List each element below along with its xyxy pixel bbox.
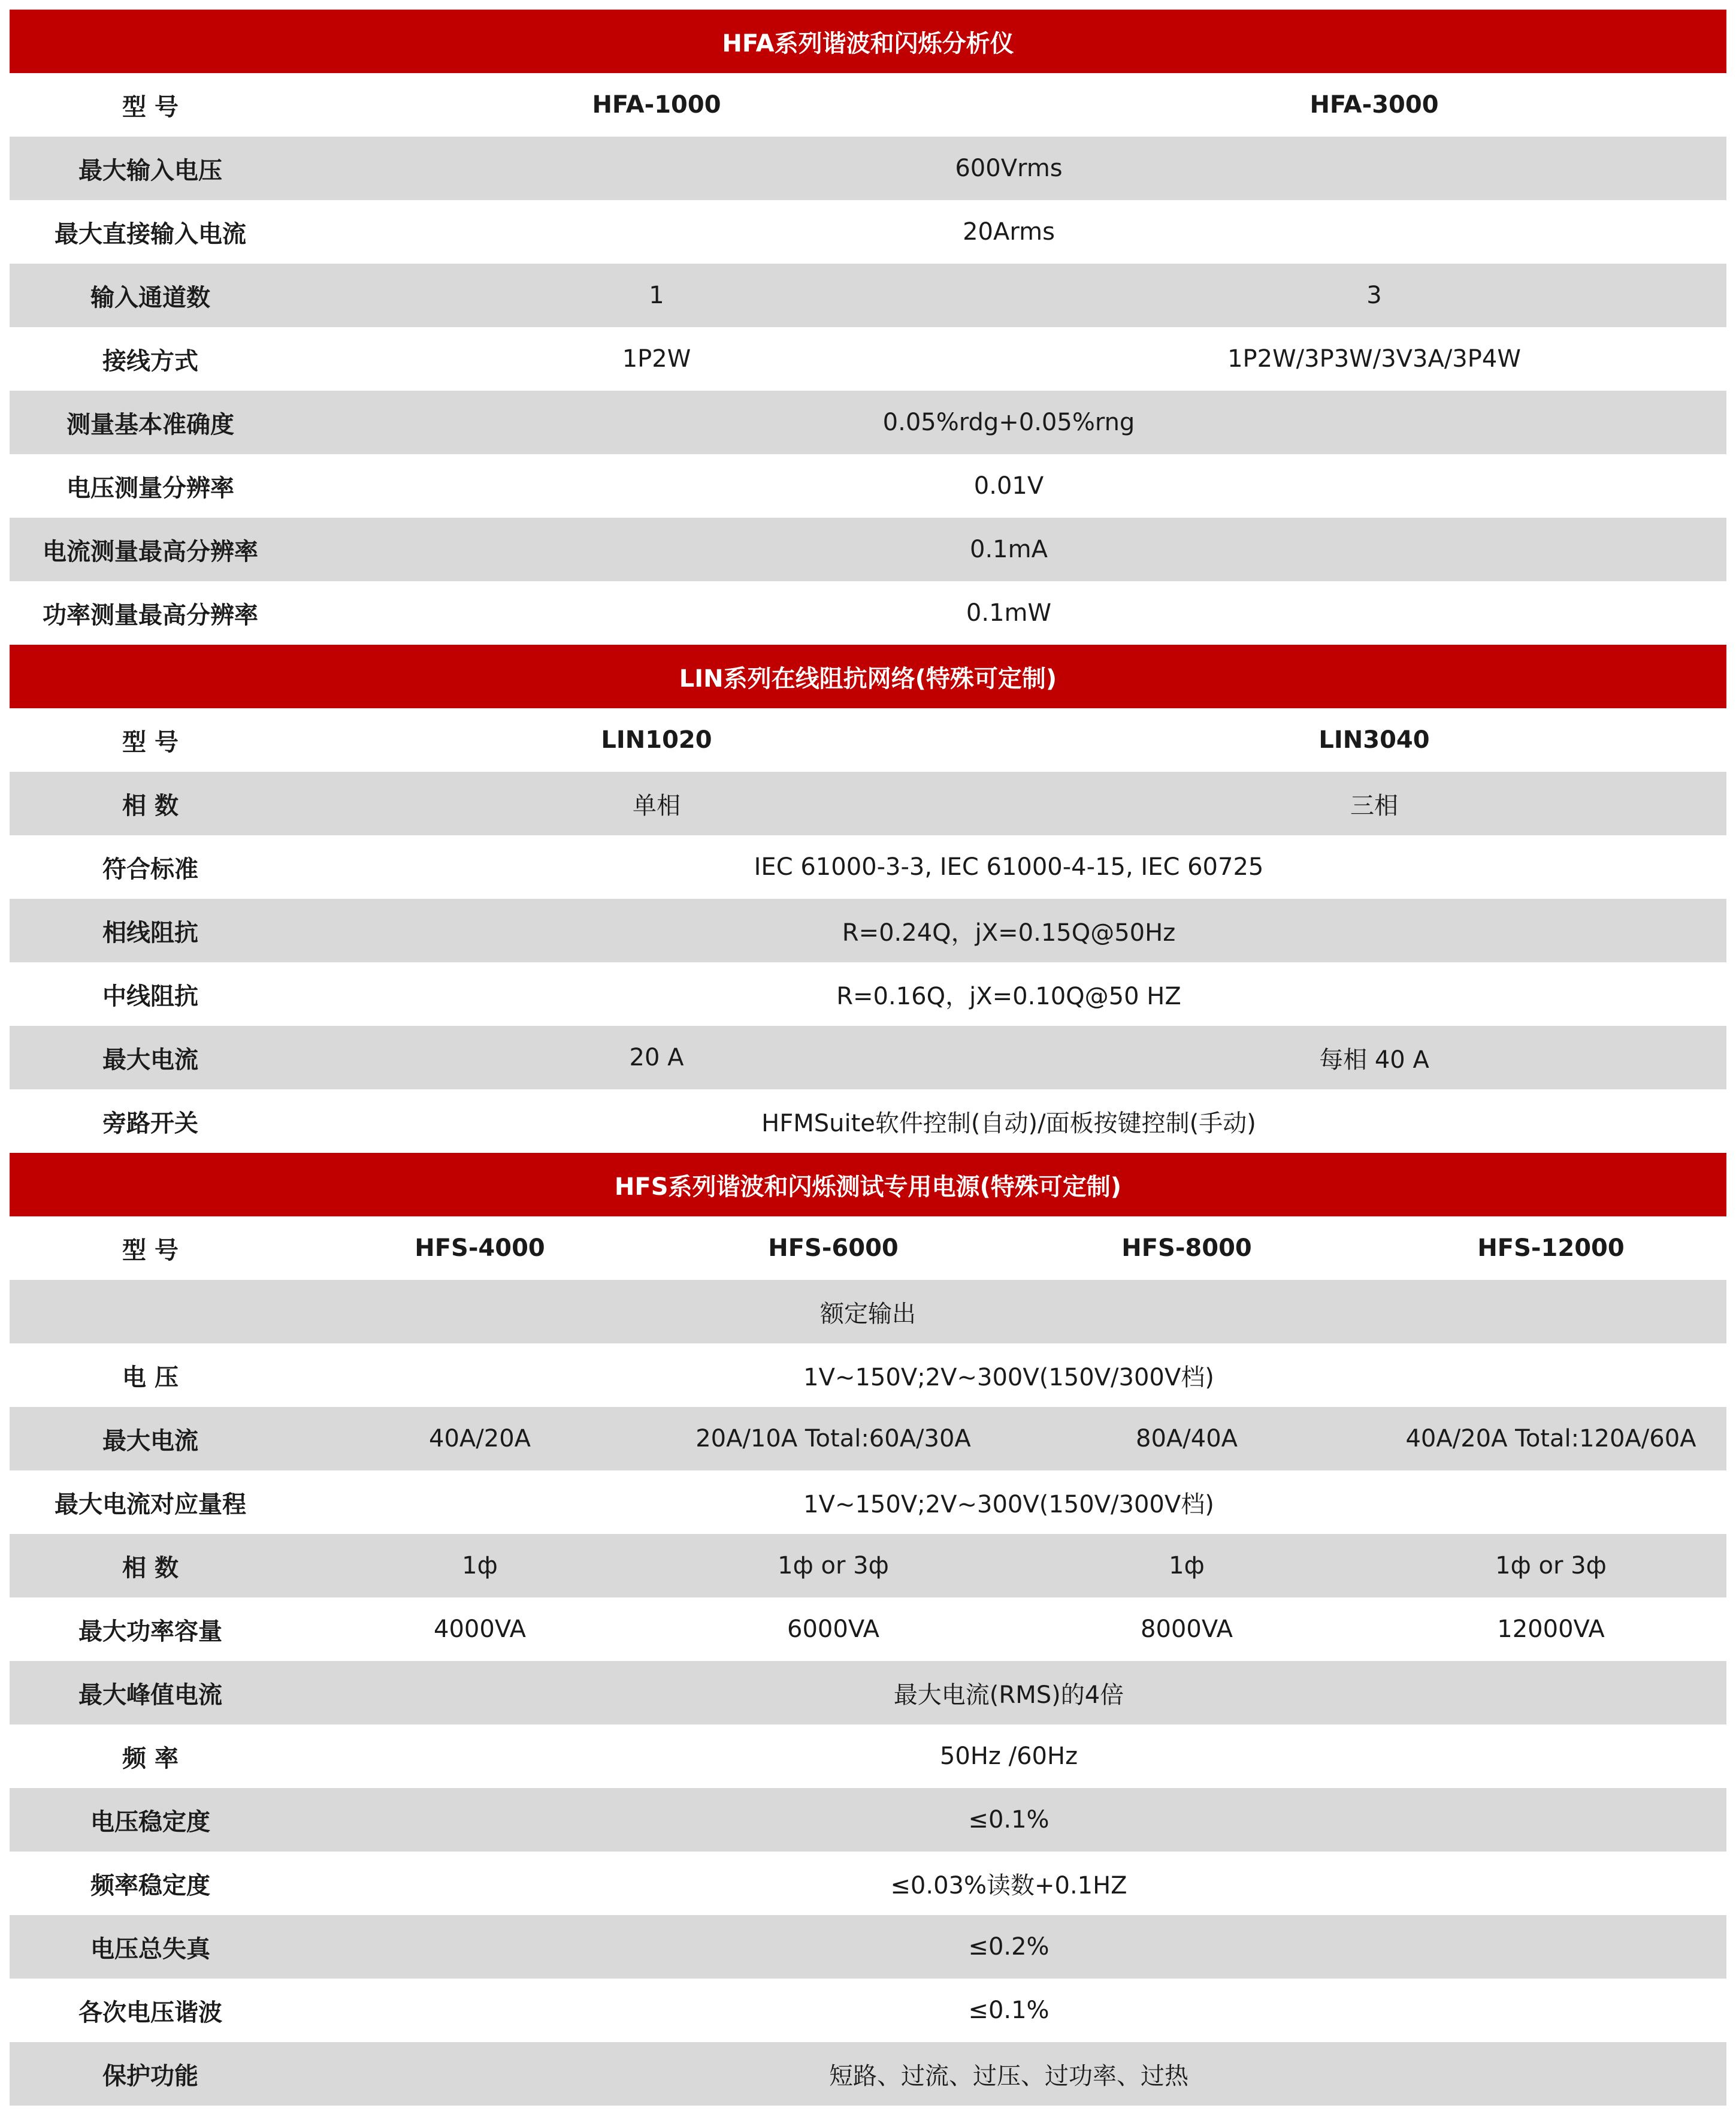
table-row (10, 1470, 1726, 1534)
table-row (10, 1534, 1726, 1597)
row-label: 电压稳定度 (90, 1808, 210, 1836)
row-value: 单相 (633, 792, 681, 820)
lin-section-header (10, 645, 1726, 708)
row-value: 6000VA (787, 1615, 879, 1643)
row-label: 型 号 (122, 728, 179, 756)
row-label: 电 压 (122, 1363, 179, 1391)
table-row (10, 454, 1726, 518)
row-value: 三相 (1350, 792, 1398, 820)
model-name: HFA-1000 (592, 91, 721, 119)
row-label: 最大输入电压 (78, 156, 222, 185)
row-value: R=0.24Q，jX=0.15Q@50Hz (842, 919, 1176, 947)
row-value: 短路、过流、过压、过功率、过热 (829, 2062, 1188, 2090)
row-value: 1ф or 3ф (1495, 1552, 1607, 1580)
table-row (10, 1407, 1726, 1470)
row-label: 电压总失真 (90, 1935, 210, 1963)
model-name: HFS-6000 (768, 1234, 899, 1262)
hfa-title: HFA系列谐波和闪烁分析仪 (722, 29, 1014, 58)
row-label: 最大功率容量 (78, 1617, 222, 1645)
row-label: 保护功能 (102, 2062, 198, 2090)
model-name: LIN3040 (1318, 726, 1430, 754)
row-value: 0.1mW (966, 599, 1052, 627)
row-value: 8000VA (1141, 1615, 1233, 1643)
table-row (10, 899, 1726, 962)
row-label: 电压测量分辨率 (66, 474, 234, 502)
row-label: 最大电流 (102, 1046, 198, 1074)
table-row (10, 2042, 1726, 2106)
table-row (10, 518, 1726, 581)
row-value: ≤0.03%读数+0.1HZ (890, 1871, 1127, 1899)
row-label: 各次电压谐波 (78, 1998, 222, 2027)
table-row (10, 1725, 1726, 1788)
rated-output-row (10, 1280, 1726, 1343)
row-value: HFMSuite软件控制(自动)/面板按键控制(手动) (761, 1109, 1256, 1137)
table-row (10, 581, 1726, 645)
table-row (10, 1026, 1726, 1089)
row-value: 每相 40 A (1319, 1046, 1429, 1074)
row-value: 1P2W (622, 345, 691, 373)
row-label: 输入通道数 (90, 283, 210, 312)
row-value: IEC 61000-3-3, IEC 61000-4-15, IEC 60725 (754, 853, 1264, 881)
model-name: HFS-12000 (1477, 1234, 1625, 1262)
row-value: 0.01V (973, 472, 1044, 500)
table-row (10, 1915, 1726, 1979)
row-value: 4000VA (434, 1615, 526, 1643)
row-label: 相 数 (122, 1554, 179, 1582)
table-row (10, 200, 1726, 264)
row-label: 型 号 (122, 1236, 179, 1264)
row-label: 功率测量最高分辨率 (43, 601, 258, 629)
spec-table (10, 10, 1726, 2106)
rated-output-label: 额定输出 (820, 1300, 916, 1328)
row-value: 50Hz /60Hz (939, 1742, 1078, 1770)
lin-title: LIN系列在线阻抗网络(特殊可定制) (679, 665, 1057, 693)
hfs-section-header (10, 1153, 1726, 1216)
row-value: 1ф (462, 1552, 498, 1580)
row-value: 最大电流(RMS)的4倍 (893, 1681, 1124, 1709)
row-label: 旁路开关 (102, 1109, 198, 1137)
row-value: 3 (1366, 282, 1382, 309)
hfs-model-row (10, 1216, 1726, 1280)
table-row (10, 264, 1726, 327)
model-name: LIN1020 (601, 726, 712, 754)
table-row (10, 962, 1726, 1026)
row-value: 40A/20A (429, 1425, 531, 1452)
row-value: 1V~150V;2V~300V(150V/300V档) (803, 1490, 1214, 1518)
row-value: ≤0.1% (968, 1806, 1050, 1834)
row-label: 最大直接输入电流 (55, 220, 246, 248)
row-value: 1ф (1169, 1552, 1205, 1580)
row-label: 频 率 (122, 1744, 179, 1772)
model-name: HFA-3000 (1309, 91, 1439, 119)
row-label: 相 数 (122, 792, 179, 820)
table-row (10, 1788, 1726, 1852)
table-row (10, 1597, 1726, 1661)
lin-model-row (10, 708, 1726, 772)
row-label: 接线方式 (102, 347, 198, 375)
table-row (10, 1979, 1726, 2042)
table-row (10, 772, 1726, 835)
row-label: 中线阻抗 (102, 982, 198, 1010)
row-value: 40A/20A Total:120A/60A (1405, 1425, 1696, 1452)
row-value: 80A/40A (1136, 1425, 1238, 1452)
table-row (10, 137, 1726, 200)
row-value: ≤0.1% (968, 1997, 1050, 2024)
row-value: 1 (649, 282, 664, 309)
row-label: 型 号 (122, 93, 179, 121)
table-row (10, 1852, 1726, 1915)
table-row (10, 1661, 1726, 1725)
table-row (10, 1343, 1726, 1407)
row-value: 0.05%rdg+0.05%rng (882, 409, 1135, 436)
hfa-section-header (10, 10, 1726, 73)
row-value: 20Arms (963, 218, 1055, 246)
row-value: 20A/10A Total:60A/30A (695, 1425, 971, 1452)
model-name: HFS-4000 (415, 1234, 545, 1262)
row-value: 1V~150V;2V~300V(150V/300V档) (803, 1363, 1214, 1391)
hfs-title: HFS系列谐波和闪烁测试专用电源(特殊可定制) (614, 1173, 1122, 1201)
row-value: 20 A (629, 1044, 684, 1071)
table-row (10, 327, 1726, 391)
model-name: HFS-8000 (1121, 1234, 1252, 1262)
row-label: 测量基本准确度 (66, 410, 234, 439)
row-label: 相线阻抗 (102, 919, 198, 947)
row-value: 1P2W/3P3W/3V3A/3P4W (1227, 345, 1521, 373)
row-label: 电流测量最高分辨率 (43, 537, 258, 566)
table-row (10, 391, 1726, 454)
row-value: ≤0.2% (968, 1933, 1050, 1961)
row-label: 最大电流 (102, 1427, 198, 1455)
row-label: 频率稳定度 (90, 1871, 210, 1899)
row-value: R=0.16Q，jX=0.10Q@50 HZ (836, 982, 1181, 1010)
row-value: 1ф or 3ф (778, 1552, 889, 1580)
table-row (10, 835, 1726, 899)
row-label: 最大峰值电流 (78, 1681, 222, 1709)
row-value: 600Vrms (955, 155, 1063, 182)
hfa-model-row (10, 73, 1726, 137)
row-label: 符合标准 (102, 855, 198, 883)
row-value: 12000VA (1497, 1615, 1605, 1643)
row-label: 最大电流对应量程 (55, 1490, 246, 1518)
row-value: 0.1mA (970, 536, 1048, 563)
table-row (10, 1089, 1726, 1153)
